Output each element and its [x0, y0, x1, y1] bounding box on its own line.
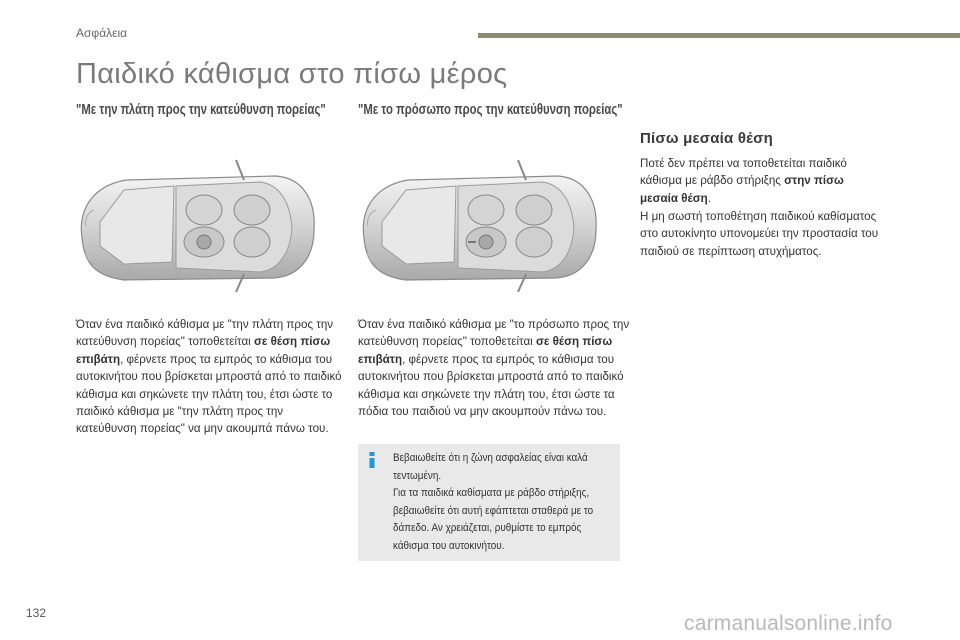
rear-middle-p1-text: Ποτέ δεν πρέπει να τοποθετείται παιδικό κάθισμα με ράβδο στήριξης [640, 157, 847, 188]
forward-facing-text-bold: σε θέση πίσω επιβάτη [358, 335, 613, 366]
car-rear-facing-illustration [64, 150, 328, 302]
rear-facing-text-bold: σε θέση πίσω επιβάτη [76, 335, 331, 366]
rear-facing-text-2: , φέρνετε προς τα εμπρός το κάθισμα του αυτοκινήτου που βρίσκεται μπροστά από το παιδικό κάθισμα και σηκώνετε την πλάτη του, έτσι ώστε το παιδικό κάθισμα με "την πλάτη προς την κατεύθυνση πορείας" να μην ακουμπά πάνω του. [76, 352, 342, 436]
info-icon [366, 452, 378, 468]
rear-facing-heading: "Με την πλάτη προς την κατεύθυνση πορείας" [76, 102, 326, 118]
rear-middle-paragraph-2: Η μη σωστή τοποθέτηση παιδικού καθίσματος στο αυτοκίνητο υπονομεύει την προστασία του παιδιού σε περίπτωση ατυχήματος. [640, 210, 879, 258]
watermark: carmanualsonline.info [684, 612, 893, 635]
forward-facing-paragraph [358, 316, 630, 420]
rear-facing-paragraph [76, 316, 346, 438]
rear-facing-text-1: Όταν ένα παιδικό κάθισμα με "την πλάτη προς την κατεύθυνση πορείας" τοποθετείται [76, 318, 334, 349]
rear-middle-p1-end: . [707, 191, 711, 205]
forward-facing-heading: "Με το πρόσωπο προς την κατεύθυνση πορείας" [358, 102, 623, 118]
rear-middle-p1-bold: στην πίσω μεσαία θέση [640, 174, 844, 205]
rear-middle-heading: Πίσω μεσαία θέση [640, 130, 773, 147]
car-forward-facing-illustration [346, 150, 610, 302]
header-rule [478, 33, 960, 38]
rear-middle-paragraph-1 [640, 155, 880, 207]
forward-facing-text-2: , φέρνετε προς τα εμπρός το κάθισμα του αυτοκινήτου που βρίσκεται μπροστά από το παιδικό κάθισμα και σηκώνετε την πλάτη του, έτσι ώστε τα πόδια του παιδιού να μην ακουμπούν πάνω του. [358, 352, 624, 419]
page-title: Παιδικό κάθισμα στο πίσω μέρος [76, 58, 508, 90]
forward-facing-text-1: Όταν ένα παιδικό κάθισμα με "το πρόσωπο προς την κατεύθυνση πορείας" τοποθετείται [358, 318, 630, 349]
section-label: Ασφάλεια [76, 26, 128, 40]
page-number: 132 [26, 606, 47, 620]
info-text: Βεβαιωθείτε ότι η ζώνη ασφαλείας είναι καλά τεντωμένη. Για τα παιδικά καθίσματα με ράβδο στήριξης, βεβαιωθείτε ότι αυτή εφάπτεται σταθερά με το δάπεδο. Αν χρειάζεται, ρυθμίστε το εμπρός κάθισμα του αυτοκινήτου. [393, 452, 594, 552]
